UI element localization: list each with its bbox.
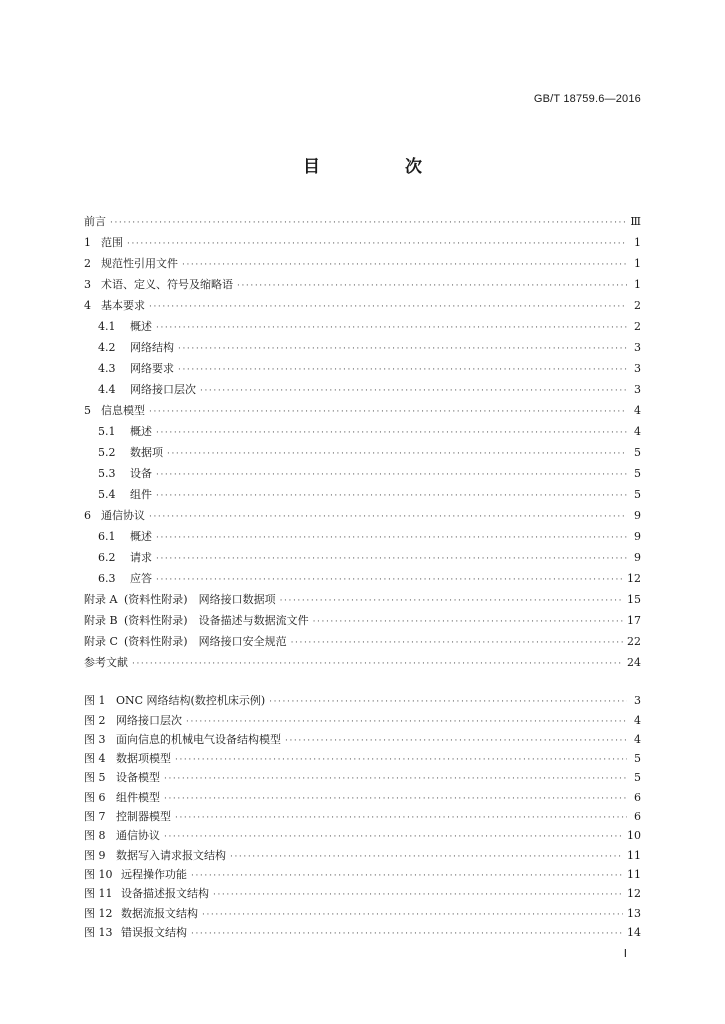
entry-page: 12	[627, 887, 641, 901]
dot-leader	[191, 870, 623, 882]
entry-number: 图 6	[84, 790, 106, 804]
toc-entry	[84, 481, 641, 502]
entry-page: 6	[634, 790, 641, 804]
dot-leader	[178, 343, 627, 355]
entry-number: 图 5	[84, 771, 106, 785]
dot-leader	[186, 716, 627, 728]
entry-page: 3	[634, 362, 641, 375]
entry-page: 2	[634, 299, 641, 312]
entry-number: 4.3	[98, 362, 116, 375]
entry-label: 网络结构	[130, 341, 174, 354]
entry-label: 参考文献	[84, 656, 128, 669]
entry-page: 4	[634, 404, 641, 417]
dot-leader	[149, 406, 627, 418]
entry-page: 1	[634, 278, 641, 291]
entry-label: (资料性附录) 设备描述与数据流文件	[124, 614, 309, 627]
entry-number: 图 2	[84, 713, 106, 727]
entry-label: 数据流报文结构	[121, 906, 198, 920]
entry-label: 通信协议	[101, 509, 145, 522]
page-number: Ⅰ	[623, 948, 627, 960]
toc-entry	[84, 292, 641, 313]
toc-entry	[84, 607, 641, 628]
entry-label: 数据项	[130, 446, 163, 459]
dot-leader	[156, 553, 627, 565]
dot-leader	[132, 658, 623, 670]
entry-label: 设备	[130, 467, 152, 480]
dot-leader	[213, 889, 623, 901]
entry-label: 概述	[130, 425, 152, 438]
list-of-figures	[84, 689, 641, 940]
entry-page: 5	[634, 446, 641, 459]
toc-entry	[84, 439, 641, 460]
entry-label: 控制器模型	[116, 810, 171, 824]
entry-number: 5	[84, 404, 91, 417]
toc-entry	[84, 313, 641, 334]
entry-number: 图 10	[84, 867, 113, 881]
entry-number: 图 12	[84, 906, 113, 920]
dot-leader	[167, 448, 627, 460]
entry-page: 12	[627, 572, 641, 585]
entry-number: 6	[84, 509, 91, 522]
entry-page: 9	[634, 509, 641, 522]
entry-page: 4	[634, 732, 641, 746]
entry-page: 5	[634, 752, 641, 766]
toc-entry	[84, 689, 641, 708]
entry-page: 11	[627, 867, 641, 881]
dot-leader	[191, 928, 623, 940]
entry-page: 13	[627, 906, 641, 920]
page-title: 目 次	[303, 157, 456, 177]
toc-entry	[84, 901, 641, 920]
toc-entry	[84, 921, 641, 940]
toc-entry	[84, 708, 641, 727]
toc-entry	[84, 565, 641, 586]
entry-page: 9	[634, 551, 641, 564]
entry-label: 设备模型	[116, 771, 160, 785]
entry-label: 请求	[130, 551, 152, 564]
entry-number: 附录 B	[84, 614, 118, 627]
entry-page: Ⅲ	[630, 215, 641, 228]
entry-number: 6.2	[98, 551, 116, 564]
entry-label: ONC 网络结构(数控机床示例)	[116, 694, 266, 708]
entry-number: 5.1	[98, 425, 116, 438]
toc-entry	[84, 863, 641, 882]
entry-label: 范围	[101, 236, 123, 249]
toc-entry	[84, 649, 641, 670]
entry-number: 4.1	[98, 320, 116, 333]
entry-label: 前言	[84, 215, 106, 228]
entry-label: 数据项模型	[116, 752, 171, 766]
entry-label: 设备描述报文结构	[121, 887, 209, 901]
entry-number: 图 11	[84, 887, 113, 901]
toc-entry	[84, 805, 641, 824]
toc-entry	[84, 376, 641, 397]
entry-page: 2	[634, 320, 641, 333]
entry-label: 网络接口层次	[116, 713, 182, 727]
entry-label: 错误报文结构	[121, 925, 187, 939]
entry-number: 附录 A	[84, 593, 118, 606]
entry-label: 数据写入请求报文结构	[116, 848, 226, 862]
entry-number: 6.1	[98, 530, 116, 543]
toc-entry	[84, 843, 641, 862]
toc-entry	[84, 418, 641, 439]
entry-page: 11	[627, 848, 641, 862]
dot-leader	[291, 637, 623, 649]
toc-entry	[84, 766, 641, 785]
entry-page: 14	[627, 925, 641, 939]
dot-leader	[149, 511, 627, 523]
dot-leader	[237, 280, 627, 292]
dot-leader	[127, 238, 627, 250]
entry-page: 9	[634, 530, 641, 543]
dot-leader	[230, 851, 623, 863]
dot-leader	[149, 301, 627, 313]
dot-leader	[156, 322, 627, 334]
entry-number: 3	[84, 278, 91, 291]
dot-leader	[164, 793, 627, 805]
dot-leader	[156, 469, 627, 481]
toc-entry	[84, 208, 641, 229]
toc-entry	[84, 271, 641, 292]
entry-number: 4.4	[98, 383, 116, 396]
entry-page: 3	[634, 694, 641, 708]
toc-entry	[84, 824, 641, 843]
table-of-contents	[84, 208, 641, 670]
entry-label: (资料性附录) 网络接口安全规范	[124, 635, 287, 648]
dot-leader	[110, 217, 626, 229]
entry-label: 信息模型	[101, 404, 145, 417]
entry-page: 6	[634, 810, 641, 824]
entry-number: 5.3	[98, 467, 116, 480]
entry-number: 4.2	[98, 341, 116, 354]
entry-number: 图 3	[84, 732, 106, 746]
entry-number: 5.4	[98, 488, 116, 501]
dot-leader	[156, 532, 627, 544]
entry-number: 图 7	[84, 810, 106, 824]
entry-page: 5	[634, 467, 641, 480]
entry-page: 24	[627, 656, 641, 669]
entry-page: 22	[627, 635, 641, 648]
entry-label: 概述	[130, 320, 152, 333]
entry-page: 15	[627, 593, 641, 606]
dot-leader	[280, 595, 623, 607]
toc-entry	[84, 523, 641, 544]
dot-leader	[175, 812, 627, 824]
entry-label: 组件	[130, 488, 152, 501]
dot-leader	[156, 490, 627, 502]
dot-leader	[313, 616, 623, 628]
toc-entry	[84, 355, 641, 376]
entry-page: 5	[634, 771, 641, 785]
toc-entry	[84, 586, 641, 607]
entry-page: 1	[634, 257, 641, 270]
entry-page: 17	[627, 614, 641, 627]
entry-number: 2	[84, 257, 91, 270]
entry-label: 规范性引用文件	[101, 257, 178, 270]
toc-entry	[84, 502, 641, 523]
entry-label: 面向信息的机械电气设备结构模型	[116, 732, 281, 746]
entry-page: 4	[634, 425, 641, 438]
toc-entry	[84, 460, 641, 481]
toc-entry	[84, 397, 641, 418]
dot-leader	[164, 831, 623, 843]
entry-page: 1	[634, 236, 641, 249]
entry-label: (资料性附录) 网络接口数据项	[124, 593, 276, 606]
entry-number: 1	[84, 236, 91, 249]
dot-leader	[182, 259, 627, 271]
entry-label: 应答	[130, 572, 152, 585]
entry-label: 术语、定义、符号及缩略语	[101, 278, 233, 291]
toc-entry	[84, 628, 641, 649]
entry-page: 5	[634, 488, 641, 501]
entry-number: 图 1	[84, 694, 106, 708]
entry-label: 网络接口层次	[130, 383, 196, 396]
entry-number: 图 8	[84, 829, 106, 843]
entry-label: 网络要求	[130, 362, 174, 375]
toc-entry	[84, 544, 641, 565]
entry-label: 基本要求	[101, 299, 145, 312]
entry-number: 5.2	[98, 446, 116, 459]
entry-number: 6.3	[98, 572, 116, 585]
dot-leader	[156, 427, 627, 439]
entry-number: 图 13	[84, 925, 113, 939]
entry-label: 组件模型	[116, 790, 160, 804]
dot-leader	[164, 773, 627, 785]
dot-leader	[269, 696, 627, 708]
entry-label: 通信协议	[116, 829, 160, 843]
entry-page: 10	[627, 829, 641, 843]
standard-number: GB/T 18759.6—2016	[533, 93, 641, 105]
toc-entry	[84, 229, 641, 250]
entry-number: 4	[84, 299, 91, 312]
entry-label: 远程操作功能	[121, 867, 187, 881]
entry-number: 附录 C	[84, 635, 118, 648]
toc-entry	[84, 334, 641, 355]
entry-page: 3	[634, 341, 641, 354]
toc-entry	[84, 882, 641, 901]
dot-leader	[285, 735, 627, 747]
entry-page: 4	[634, 713, 641, 727]
dot-leader	[175, 754, 627, 766]
toc-entry	[84, 250, 641, 271]
dot-leader	[156, 574, 623, 586]
entry-number: 图 9	[84, 848, 106, 862]
toc-entry	[84, 785, 641, 804]
dot-leader	[202, 909, 623, 921]
dot-leader	[178, 364, 627, 376]
entry-label: 概述	[130, 530, 152, 543]
toc-entry	[84, 747, 641, 766]
entry-number: 图 4	[84, 752, 106, 766]
entry-page: 3	[634, 383, 641, 396]
dot-leader	[200, 385, 627, 397]
toc-entry	[84, 728, 641, 747]
